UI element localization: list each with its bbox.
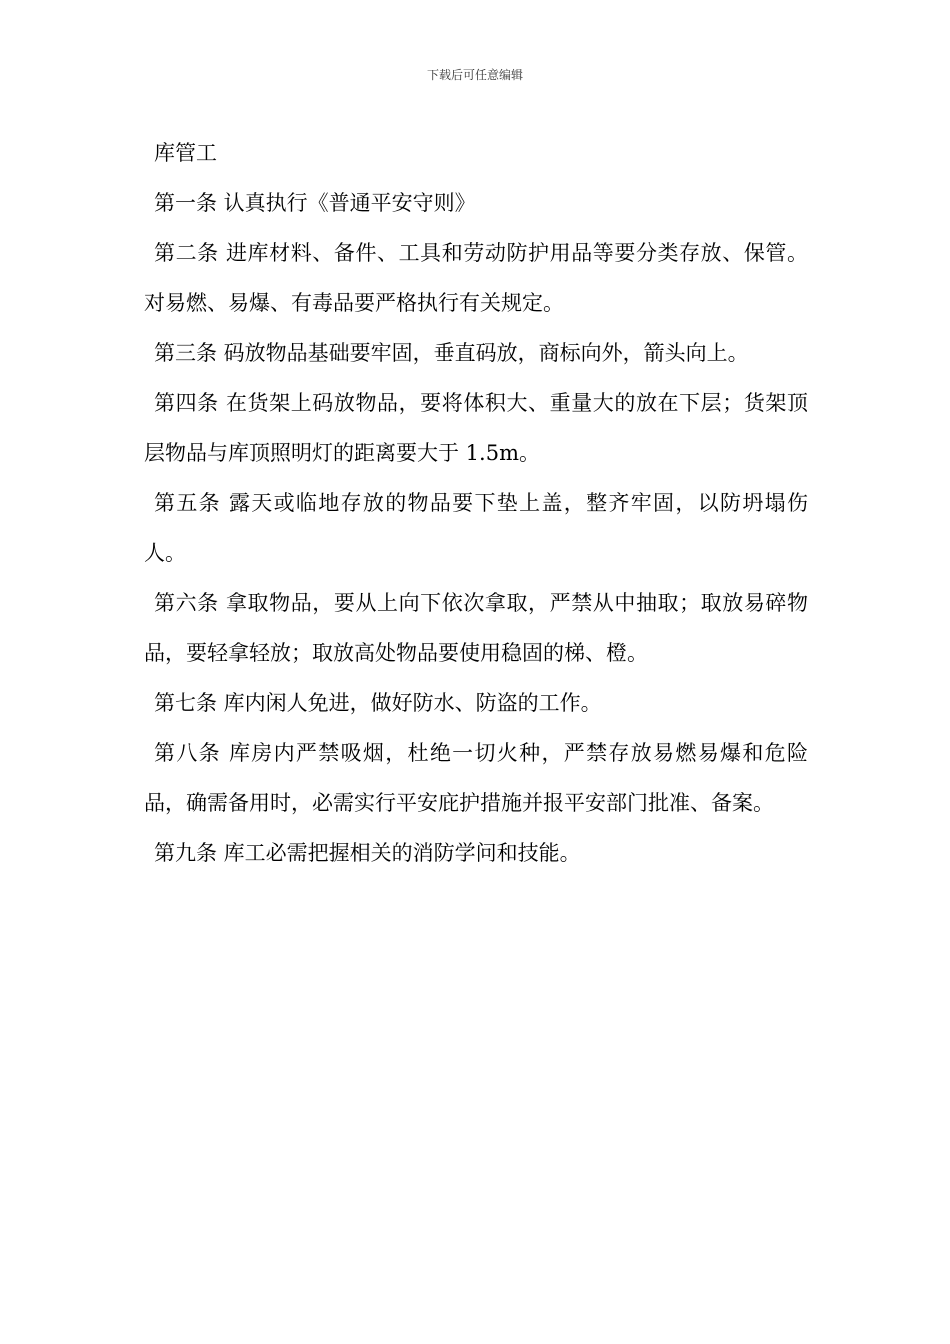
article-4: 第四条 在货架上码放物品，要将体积大、重量大的放在下层；货架顶层物品与库顶照明灯的距离要大于 1.5m。 xyxy=(144,391,808,465)
article-3: 第三条 码放物品基础要牢固，垂直码放，商标向外，箭头向上。 xyxy=(154,341,749,365)
article-5: 第五条 露天或临地存放的物品要下垫上盖，整齐牢固，以防坍塌伤人。 xyxy=(144,491,808,565)
article-8: 第八条 库房内严禁吸烟，杜绝一切火种，严禁存放易燃易爆和危险品，确需备用时，必需实行平安庇护措施并报平安部门批准、备案。 xyxy=(144,741,808,815)
page-header: 下载后可任意编辑 xyxy=(426,68,523,82)
article-2: 第二条 进库材料、备件、工具和劳动防护用品等要分类存放、保管。对易燃、易爆、有毒品要严格执行有关规定。 xyxy=(144,241,808,315)
document-body xyxy=(144,128,808,878)
article-7: 第七条 库内闲人免进，做好防水、防盗的工作。 xyxy=(154,691,602,715)
article-9: 第九条 库工必需把握相关的消防学问和技能。 xyxy=(154,841,581,865)
article-6: 第六条 拿取物品，要从上向下依次拿取，严禁从中抽取；取放易碎物品，要轻拿轻放；取放高处物品要使用稳固的梯、橙。 xyxy=(144,591,808,665)
document-title: 库管工 xyxy=(154,141,217,165)
article-1: 第一条 认真执行《普通平安守则》 xyxy=(154,191,476,215)
